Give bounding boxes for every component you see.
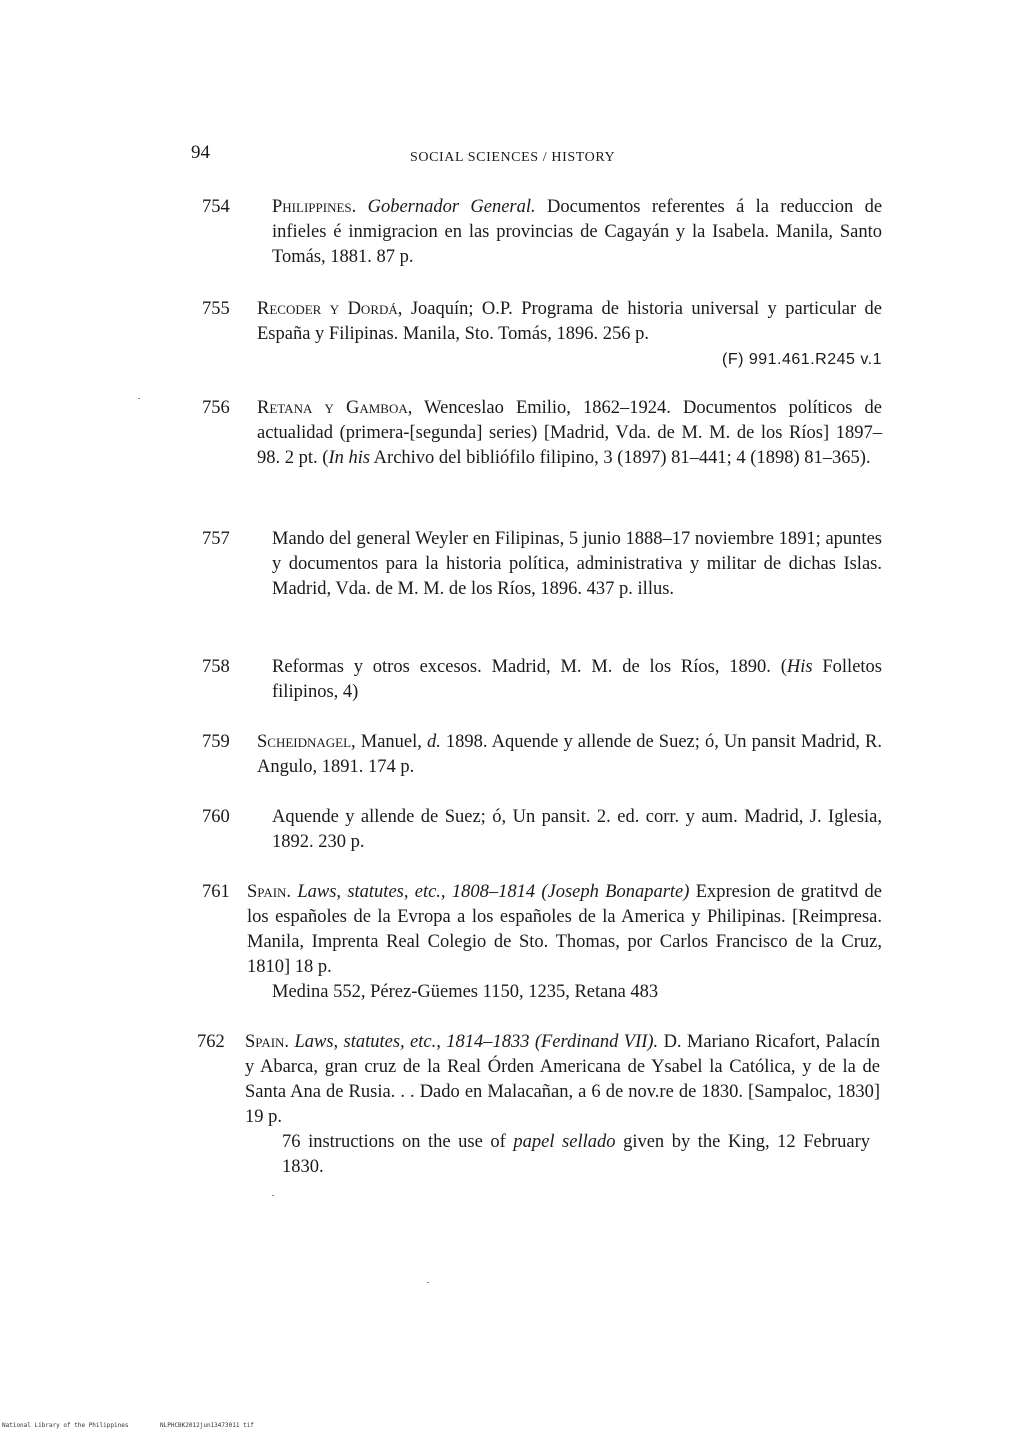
entry-note: Medina 552, Pérez-Güemes 1150, 1235, Retana 483: [272, 982, 659, 1002]
entry-text-cont: Archivo del bibliófilo filipino, 3 (1897) 81–441; 4 (1898) 81–365).: [370, 448, 871, 468]
entry-text: Manuel,: [360, 732, 427, 752]
entry-number: 755: [202, 299, 230, 319]
entry-body: [257, 297, 882, 372]
entry-number: 762: [197, 1032, 225, 1052]
footer-file-id: NLPHCBK2012jun13473011 tif: [160, 1422, 254, 1429]
entry-756: [202, 396, 882, 506]
entry-note: [245, 1130, 880, 1180]
entry-762: [197, 1030, 882, 1190]
entry-text: Documentos referentes á la reduccion de infieles é inmigracion en las provincias de Cagayán y la Isabela. Manila, Santo Tomás, 1881. 87 p.: [272, 197, 883, 267]
entry-number: 754: [202, 197, 230, 217]
entry-758: [202, 655, 882, 710]
entry-italic: Laws, statutes, etc., 1808–1814 (Joseph Bonaparte): [297, 882, 690, 902]
entry-text: D. Mariano Ricafort, Palacín y Abarca, gran cruz de la Real Órden Americana de Ysabel la Católica, y de la de Santa Ana de Rusia. . . Dado en Malacañan, a 6 de nov.re de 1830. [Sampaloc, 1830] 19 p.: [245, 1032, 881, 1127]
entry-number: 761: [202, 882, 230, 902]
running-head: SOCIAL SCIENCES / HISTORY: [410, 150, 616, 165]
entry-number: 759: [202, 732, 230, 752]
entry-number: 756: [202, 398, 230, 418]
scan-speck: [138, 398, 140, 399]
footer-library-name: National Library of the Philippines: [2, 1422, 129, 1429]
entry-760: [202, 805, 882, 860]
entry-number: 758: [202, 657, 230, 677]
entry-body: [257, 730, 882, 780]
entry-text: Mando del general Weyler en Filipinas, 5 junio 1888–17 noviembre 1891; apuntes y documentos para la historia política, administrativa y militar de dichas Islas. Madrid, Vda. de M. M. de los Ríos, 1896. 437 p. illus.: [272, 529, 882, 599]
entry-author: Retana y Gamboa,: [257, 398, 413, 418]
entry-759: [202, 730, 882, 785]
entry-754: [202, 195, 882, 275]
entry-text-cont: Folletos filipinos, 4): [272, 657, 882, 702]
scan-speck: [272, 1195, 274, 1196]
entry-italic: His: [786, 657, 813, 677]
entry-761: [202, 880, 882, 1010]
entry-author: Spain.: [245, 1032, 290, 1052]
entry-text: Joaquín; O.P. Programa de historia universal y particular de España y Filipinas. Manila, Sto. Tomás, 1896. 256 p.: [257, 299, 882, 344]
page-number: 94: [191, 142, 210, 163]
entry-text: Expresion de gratitvd de los españoles de la Evropa a los españoles de la America y Philipinas. [Reimpresa. Manila, Imprenta Real Colegio de Sto. Thomas, por Carlos Francisco de la Cruz, 1810] 18 p.: [247, 882, 883, 977]
entry-note-text: 76 instructions on the use of: [282, 1132, 514, 1152]
entry-italic: Laws, statutes, etc., 1814–1833 (Ferdinand VII).: [294, 1032, 659, 1052]
entry-author: Scheidnagel,: [257, 732, 356, 752]
entry-body: [245, 1030, 880, 1180]
entry-body: [272, 527, 882, 602]
entry-author: Recoder y Dordá,: [257, 299, 403, 319]
entry-text: Wenceslao Emilio, 1862–1924. Documentos políticos de actualidad (primera-[segunda] series) [Madrid, Vda. de M. M. de los Ríos] 1897–98. 2 pt. (: [257, 398, 882, 468]
entry-author: Philippines.: [272, 197, 357, 217]
entry-755: [202, 297, 882, 377]
call-number: (F) 991.461.R245 v.1: [721, 351, 882, 368]
entry-italic: Gobernador General.: [367, 197, 536, 217]
entry-note-text-cont: given by the King, 12 February 1830.: [282, 1132, 870, 1177]
entry-body: [272, 655, 882, 705]
entry-text-cont: 1898. Aquende y allende de Suez; ó, Un pansit Madrid, R. Angulo, 1891. 174 p.: [257, 732, 883, 777]
entry-body: [272, 805, 882, 855]
entry-body: [272, 195, 882, 270]
scan-speck: [427, 1282, 429, 1283]
entry-body: [257, 396, 882, 471]
entry-body: [247, 880, 882, 1005]
entry-text: Reformas y otros excesos. Madrid, M. M. de los Ríos, 1890. (: [272, 657, 787, 677]
entry-italic: In his: [328, 448, 371, 468]
entry-number: 760: [202, 807, 230, 827]
entry-number: 757: [202, 529, 230, 549]
entry-757: [202, 527, 882, 637]
entry-note-italic: papel sellado: [513, 1132, 616, 1152]
entry-author: Spain.: [247, 882, 292, 902]
entry-text: Aquende y allende de Suez; ó, Un pansit. 2. ed. corr. y aum. Madrid, J. Iglesia, 1892. 230 p.: [272, 807, 882, 852]
entry-italic: d.: [426, 732, 441, 752]
